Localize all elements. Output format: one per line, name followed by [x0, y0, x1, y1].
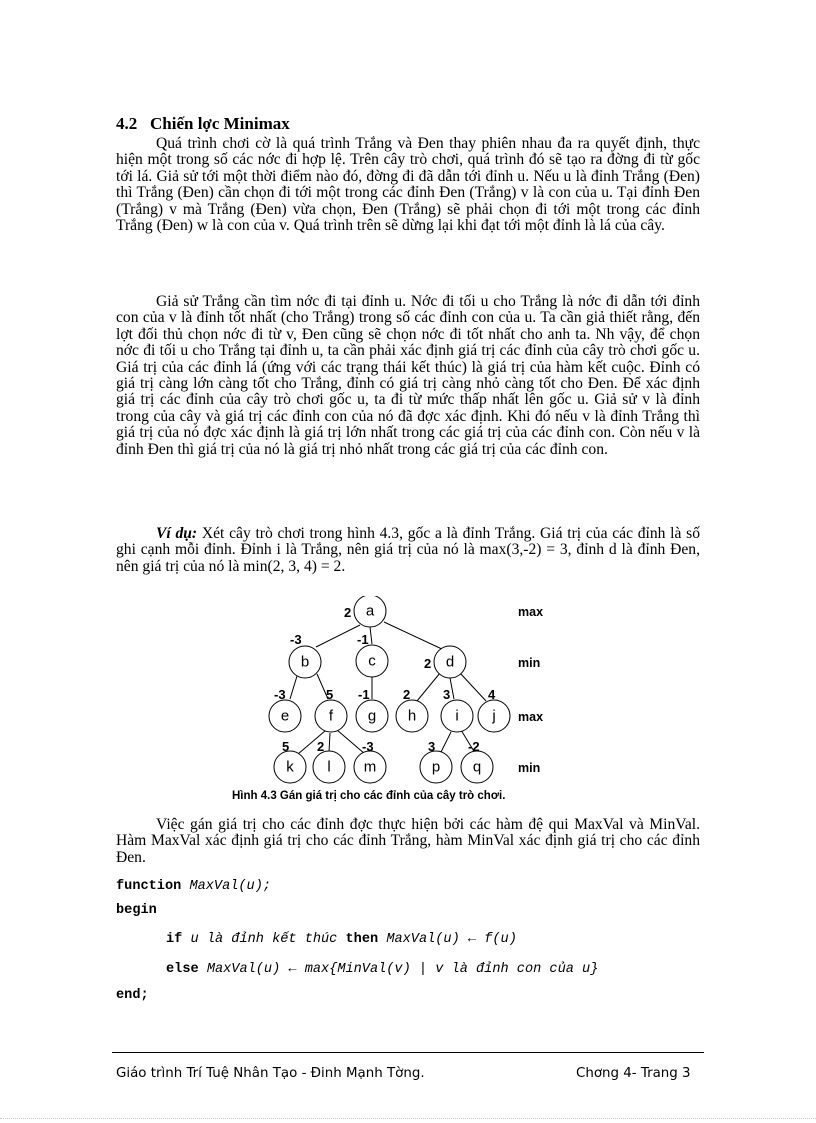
edge-d-i: [450, 678, 454, 699]
value-c: -1: [357, 632, 369, 647]
tree-node-c: [356, 645, 388, 677]
value-g: -1: [358, 687, 370, 702]
code-line-4: [166, 962, 598, 977]
code-keyword-end: end;: [116, 988, 149, 1003]
svg-text:f: f: [328, 707, 334, 725]
value-e: -3: [274, 687, 286, 702]
code-function-name: MaxVal(u);: [189, 879, 272, 894]
tree-node-a: [354, 596, 386, 627]
svg-text:e: e: [280, 707, 290, 725]
footer-divider: [112, 1052, 704, 1053]
code-keyword-if: if: [166, 932, 183, 947]
svg-text:k: k: [286, 758, 294, 776]
code-keyword-function: function: [116, 879, 182, 894]
code-condition: u là đỉnh kết thúc: [190, 932, 338, 947]
code-else-expression: MaxVal(u) ← max{MinVal(v) | v là đỉnh con của u}: [206, 962, 599, 977]
paragraph-1: Quá trình chơi cờ là quá trình Trắng và Đen thay phiên nhau đa ra quyết định, thực hiện một trong số các nớc đi hợp lệ. Trên cây trò chơi, quá trình đó sẽ tạo ra đờng đi từ gốc tới lá. Giả sử tới một thời điểm nào đó, đờng đi đã dẫn tới đỉnh u. Nếu u là đỉnh Trắng (Đen) thì Trắng (Đen) cần chọn đi tới một trong các đỉnh Đen (Trắng) v là con của u. Tại đỉnh Đen (Trắng) v mà Trắng (Đen) vừa chọn, Đen (Trắng) sẽ phải chọn đi tới một trong các đỉnh Trắng (Đen) w là con của v. Quá trình trên sẽ dừng lại khi đạt tới một đỉnh là lá của cây.: [116, 135, 700, 235]
game-tree-diagram: [228, 596, 588, 796]
tree-node-q: [461, 751, 493, 783]
footer-book-title: Giáo trình Trí Tuệ Nhân Tạo - Đinh Mạnh Tờng.: [116, 1066, 425, 1081]
svg-text:d: d: [445, 653, 455, 671]
edge-d-h: [417, 673, 440, 701]
tree-node-e: [269, 700, 301, 732]
value-p: 3: [428, 739, 436, 754]
svg-text:p: p: [431, 758, 441, 776]
code-line-2: [116, 903, 157, 918]
level-label-4: min: [518, 761, 541, 775]
tree-node-g: [356, 700, 388, 732]
svg-text:a: a: [365, 602, 375, 620]
edge-f-m: [337, 730, 365, 754]
level-label-3: max: [518, 710, 544, 724]
value-q: -2: [468, 739, 480, 754]
tree-node-h: [396, 700, 428, 732]
code-line-3: [166, 932, 517, 947]
tree-node-b: [289, 646, 321, 678]
section-heading: [116, 114, 290, 134]
code-keyword-begin: begin: [116, 903, 157, 918]
level-label-1: max: [518, 605, 544, 619]
svg-text:i: i: [455, 707, 459, 725]
paragraph-4: Việc gán giá trị cho các đỉnh đợc thực hiện bởi các hàm đệ qui MaxVal và MinVal. Hàm MaxVal xác định giá trị cho các đỉnh Trắng, hàm MinVal xác định giá trị cho các đỉnh Đen.: [116, 816, 700, 866]
section-number: 4.2: [116, 114, 138, 133]
section-title: Chiến lợc Minimax: [150, 114, 290, 133]
value-i: 3: [443, 687, 451, 702]
paragraph-3-text: Xét cây trò chơi trong hình 4.3, gốc a là đỉnh Trắng. Giá trị của các đỉnh là số ghi cạnh mỗi đỉnh. Đỉnh i là Trắng, nên giá trị của nó là max(3,-2) = 3, đỉnh d là đỉnh Đen, nên giá trị của nó là min(2, 3, 4) = 2.: [116, 525, 701, 575]
value-a: 2: [344, 605, 352, 620]
paragraph-3: [116, 526, 700, 575]
example-label: Ví dụ:: [156, 525, 198, 542]
value-d: 2: [424, 656, 432, 671]
tree-node-d: [434, 646, 466, 678]
tree-node-f: [315, 700, 347, 732]
svg-text:l: l: [327, 758, 331, 776]
svg-text:g: g: [367, 707, 377, 725]
code-line-5: [116, 988, 149, 1003]
value-l: 2: [317, 739, 325, 754]
value-m: -3: [362, 739, 374, 754]
svg-text:m: m: [363, 758, 377, 776]
code-keyword-then: then: [345, 932, 379, 947]
value-b: -3: [290, 632, 302, 647]
svg-text:b: b: [300, 653, 310, 671]
page-edge-divider: [0, 1118, 816, 1119]
edge-a-b: [316, 625, 360, 647]
tree-node-l: [313, 751, 345, 783]
tree-node-j: [478, 700, 510, 732]
edge-a-d: [384, 622, 444, 650]
code-keyword-else: else: [166, 962, 199, 977]
paragraph-2: Giả sử Trắng cần tìm nớc đi tại đỉnh u. Nớc đi tối u cho Trắng là nớc đi dẫn tới đỉnh con của v là đỉnh tốt nhất (cho Trắng) trong số các đỉnh con của u. Ta cần giả thiết rằng, đến lợt đối thủ chọn nớc đi từ v, Đen cũng sẽ chọn nớc đi tốt nhất cho anh ta. Nh vậy, để chọn nớc đi tối u cho Trắng tại đỉnh u, ta cần phải xác định giá trị các đỉnh của cây trò chơi gốc u. Giá trị của các đỉnh lá (ứng với các trạng thái kết thúc) là giá trị của hàm kết cuộc. Đỉnh có giá trị càng lớn càng tốt cho Trắng, đỉnh có giá trị càng nhỏ càng tốt cho Đen. Để xác định giá trị các đỉnh của cây trò chơi gốc u, ta đi từ mức thấp nhất lên gốc u. Giả sử v là đỉnh trong của cây và giá trị các đỉnh con của nó đã đợc xác định. Khi đó nếu v là đỉnh Trắng thì giá trị của nó đợc xác định là giá trị lớn nhất trong các giá trị của các đỉnh con. Còn nếu v là đỉnh Đen thì giá trị của nó là giá trị nhỏ nhất trong các giá trị của các đỉnh con.: [116, 293, 700, 458]
svg-text:j: j: [492, 707, 496, 725]
figure-caption: Hình 4.3 Gán giá trị cho các đỉnh của cây trò chơi.: [232, 790, 506, 802]
edge-a-c: [370, 627, 372, 644]
code-line-1: [116, 879, 271, 894]
edge-b-e: [290, 676, 297, 699]
value-h: 2: [403, 687, 411, 702]
edge-f-l: [329, 733, 330, 752]
value-f: 5: [326, 687, 334, 702]
value-j: 4: [488, 687, 496, 702]
footer-page-number: Chơng 4- Trang 3: [576, 1066, 691, 1081]
tree-node-k: [274, 751, 306, 783]
tree-node-p: [420, 751, 452, 783]
code-then-expression: MaxVal(u) ← f(u): [386, 932, 517, 947]
value-k: 5: [282, 739, 290, 754]
level-label-2: min: [518, 656, 541, 670]
svg-text:q: q: [472, 758, 482, 776]
tree-node-m: [354, 751, 386, 783]
edge-d-j: [460, 673, 486, 701]
svg-text:c: c: [368, 652, 376, 670]
svg-text:h: h: [407, 707, 417, 725]
game-tree-figure: [228, 596, 588, 806]
edge-i-p: [441, 732, 451, 752]
tree-node-i: [441, 700, 473, 732]
